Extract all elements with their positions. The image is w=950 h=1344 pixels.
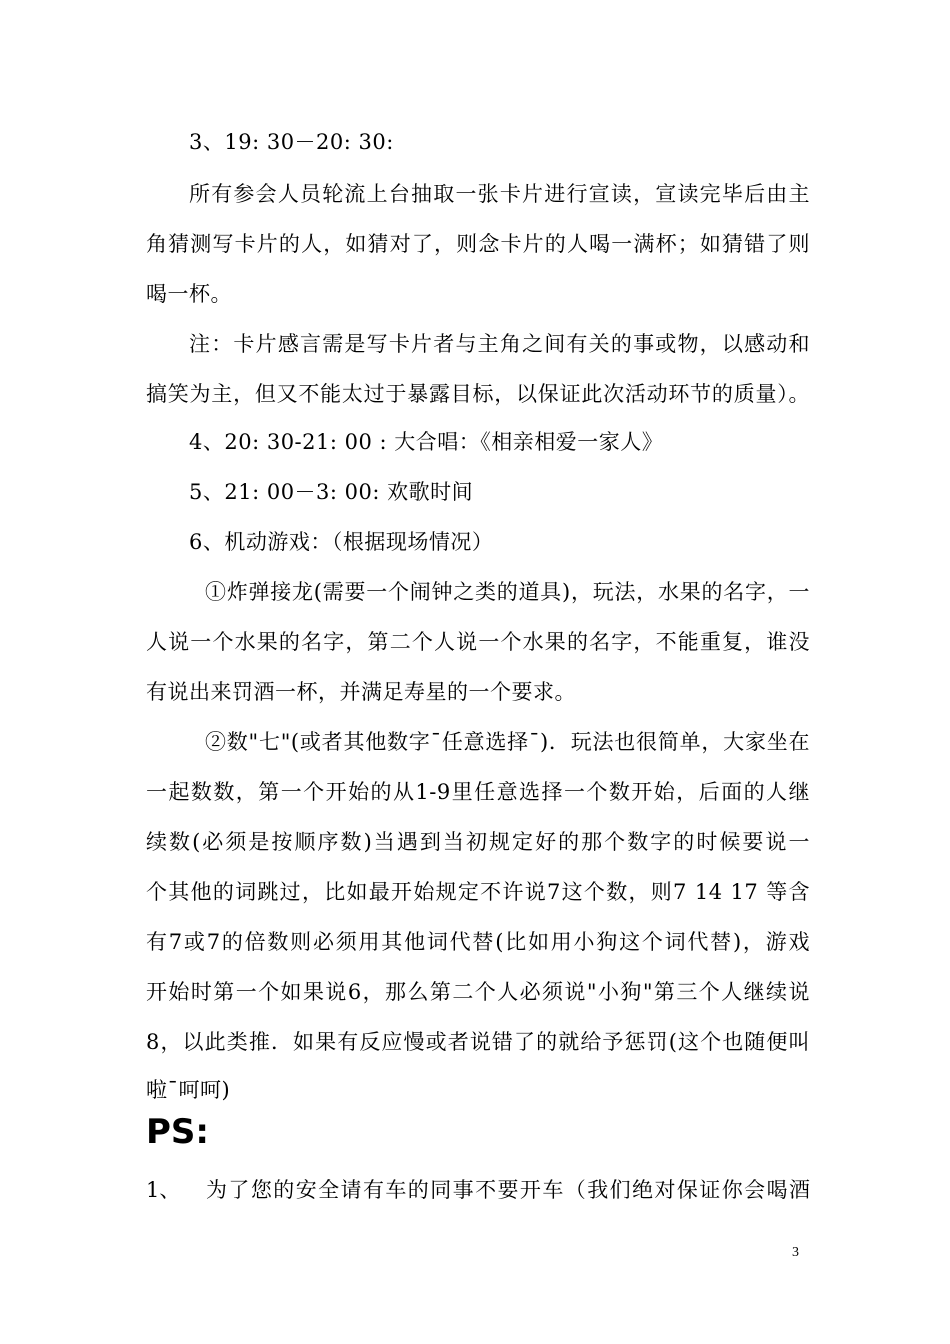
section-6-heading: 6、机动游戏：（根据现场情况） (189, 530, 494, 554)
ps-heading: PS: (146, 1112, 210, 1152)
section-4-heading: 4、20: 30-21: 00 : 大合唱：《相亲相爱一家人》 (189, 430, 664, 454)
section-3-note-line-2: 搞笑为主，但又不能太过于暴露目标，以保证此次活动环节的质量）。 (146, 382, 810, 406)
section-3-line-3: 喝一杯。 (146, 282, 232, 306)
section-5-heading: 5、21: 00－3: 00: 欢歌时间 (189, 480, 474, 504)
section-3-line-1: 所有参会人员轮流上台抽取一张卡片进行宣读，宣读完毕后由主 (189, 182, 810, 206)
section-3-heading: 3、19: 30－20: 30: (189, 130, 394, 154)
section-3-line-2: 角猜测写卡片的人，如猜对了，则念卡片的人喝一满杯；如猜错了则 (146, 232, 810, 256)
ps-item-1-number: 1、 (146, 1178, 181, 1202)
game-2-line-4: 个其他的词跳过，比如最开始规定不许说7这个数，则7 14 17 等含 (146, 880, 810, 904)
game-2-line-2: 一起数数，第一个开始的从1-9里任意选择一个数开始，后面的人继 (146, 780, 810, 804)
ps-item-1-text: 为了您的安全请有车的同事不要开车（我们绝对保证你会喝酒 (206, 1178, 810, 1202)
game-1-line-1: ①炸弹接龙(需要一个闹钟之类的道具)，玩法，水果的名字，一 (205, 580, 810, 604)
game-2-line-6: 开始时第一个如果说6，那么第二个人必须说"小狗"第三个人继续说 (146, 980, 810, 1004)
game-2-line-5: 有7或7的倍数则必须用其他词代替(比如用小狗这个词代替)，游戏 (146, 930, 810, 954)
game-2-line-1: ②数"七"(或者其他数字¯任意选择¯)．玩法也很简单，大家坐在 (205, 730, 810, 754)
game-1-line-2: 人说一个水果的名字，第二个人说一个水果的名字，不能重复，谁没 (146, 630, 810, 654)
page-number: 3 (792, 1245, 799, 1260)
game-2-line-3: 续数(必须是按顺序数)当遇到当初规定好的那个数字的时候要说一 (146, 830, 810, 854)
game-1-line-3: 有说出来罚酒一杯，并满足寿星的一个要求。 (146, 680, 576, 704)
section-3-note-line-1: 注：卡片感言需是写卡片者与主角之间有关的事或物，以感动和 (189, 332, 810, 356)
game-2-line-8: 啦¯呵呵) (146, 1078, 231, 1102)
game-2-line-7: 8，以此类推．如果有反应慢或者说错了的就给予惩罚(这个也随便叫 (146, 1030, 810, 1054)
